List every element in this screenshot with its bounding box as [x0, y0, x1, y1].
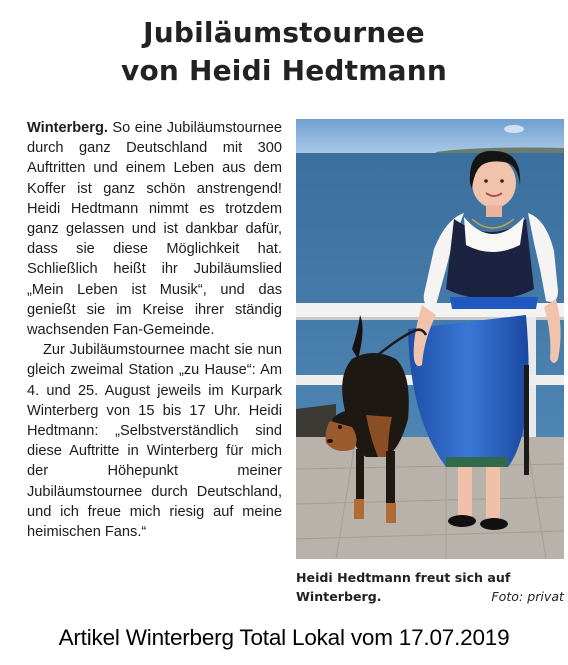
article-body — [27, 118, 282, 542]
paragraph-1 — [27, 118, 282, 340]
headline-line-1: Jubiläumstournee — [143, 16, 425, 49]
caption-line-1: Heidi Hedtmann freut sich auf — [296, 570, 511, 585]
photo-caption — [296, 568, 564, 606]
headline-line-2: von Heidi Hedtmann — [121, 54, 447, 87]
article-photo — [296, 119, 564, 559]
paragraph-1-text: So eine Jubiläumstournee durch ganz Deutschland mit 300 Auftritten und einem Leben aus dem Koffer ist ganz schön anstrengend! Heidi Hedtmann nimmt es trotzdem ganz gelassen und ist dankbar dafür, dass sie diese Möglichkeit hat. Schließlich heißt ihr Jubiläumslied „Mein Leben ist Musik“, und das genießt sie im Kreise ihrer ständig wachsenden Fan-Gemeinde. — [27, 120, 282, 339]
source-note: Artikel Winterberg Total Lokal vom 17.07.2019 — [58, 625, 510, 650]
article-headline — [0, 14, 568, 90]
caption-line-2: Winterberg. — [296, 589, 382, 604]
paragraph-2: Zur Jubiläumstournee macht sie nun gleich zweimal Station „zu Hause“: Am 4. und 25. August jeweils im Kurpark Winterberg von 15 bis 17 Uhr. Heidi Hedtmann: „Selbstverständlich sind diese Auftritte in Winterberg für mich der Höhepunkt meiner Jubiläumstournee durch Deutschland, und ich freue mich riesig auf meine heimischen Fans.“ — [27, 342, 282, 541]
dateline: Winterberg. — [27, 120, 108, 136]
photo-credit: Foto: privat — [491, 589, 564, 604]
